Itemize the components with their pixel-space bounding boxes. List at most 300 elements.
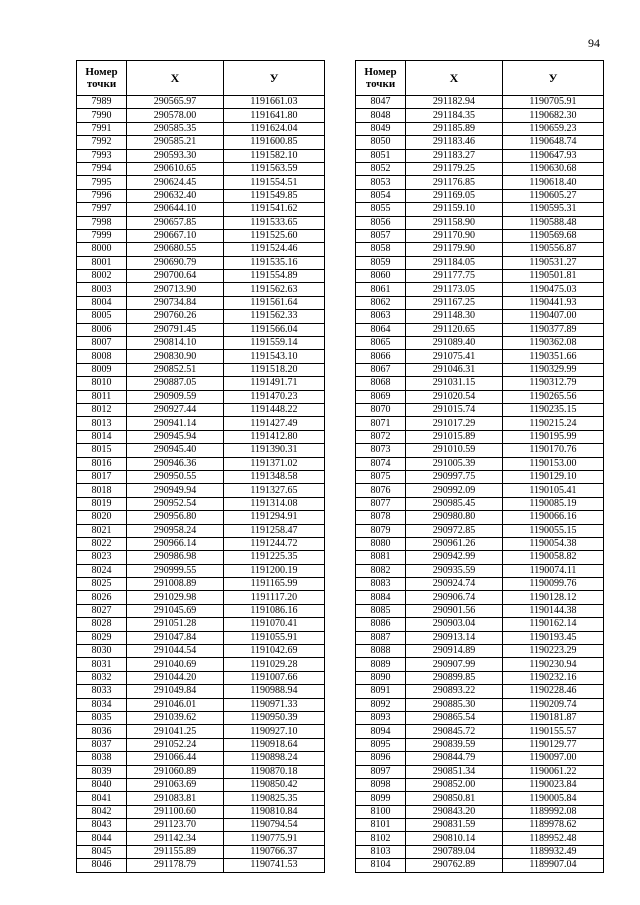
y-coordinate-cell: 1190441.93	[503, 296, 604, 309]
x-coordinate-cell: 291083.81	[127, 792, 224, 805]
x-coordinate-cell: 291183.27	[406, 149, 503, 162]
x-coordinate-cell: 290734.84	[127, 296, 224, 309]
point-number-cell: 8094	[356, 725, 406, 738]
x-coordinate-cell: 291177.75	[406, 270, 503, 283]
x-coordinate-cell: 291185.89	[406, 122, 503, 135]
point-number-cell: 7993	[77, 149, 127, 162]
table-row	[356, 578, 604, 591]
table-row	[77, 698, 325, 711]
y-coordinate-cell: 1191007.66	[224, 671, 325, 684]
y-coordinate-cell: 1189952.48	[503, 832, 604, 845]
y-coordinate-cell: 1191525.60	[224, 229, 325, 242]
point-number-cell: 8096	[356, 752, 406, 765]
point-number-cell: 8080	[356, 537, 406, 550]
table-row	[77, 176, 325, 189]
y-coordinate-cell: 1190898.24	[224, 752, 325, 765]
y-coordinate-cell: 1190705.91	[503, 96, 604, 109]
table-row	[77, 430, 325, 443]
table-row	[77, 109, 325, 122]
point-number-cell: 8019	[77, 497, 127, 510]
table-row	[77, 805, 325, 818]
point-number-cell: 8005	[77, 310, 127, 323]
x-coordinate-cell: 290966.14	[127, 537, 224, 550]
x-coordinate-cell: 291052.24	[127, 738, 224, 751]
y-coordinate-cell: 1190950.39	[224, 711, 325, 724]
point-number-cell: 8089	[356, 658, 406, 671]
table-row	[356, 618, 604, 631]
point-number-cell: 8004	[77, 296, 127, 309]
y-coordinate-cell: 1191559.14	[224, 337, 325, 350]
point-number-cell: 8052	[356, 162, 406, 175]
point-number-cell: 8008	[77, 350, 127, 363]
x-coordinate-cell: 290852.51	[127, 363, 224, 376]
point-number-cell: 8055	[356, 203, 406, 216]
point-number-cell: 8059	[356, 256, 406, 269]
x-coordinate-cell: 291179.90	[406, 243, 503, 256]
point-number-cell: 8077	[356, 497, 406, 510]
x-coordinate-cell: 291159.10	[406, 203, 503, 216]
x-coordinate-cell: 290632.40	[127, 189, 224, 202]
x-coordinate-cell: 291051.28	[127, 618, 224, 631]
x-coordinate-cell: 291044.20	[127, 671, 224, 684]
point-number-cell: 8029	[77, 631, 127, 644]
point-number-cell: 8088	[356, 645, 406, 658]
table-row	[77, 203, 325, 216]
page-number: 94	[588, 36, 600, 50]
x-coordinate-cell: 291170.90	[406, 229, 503, 242]
y-coordinate-cell: 1191371.02	[224, 457, 325, 470]
table-row	[356, 591, 604, 604]
table-row	[356, 859, 604, 872]
table-row	[356, 430, 604, 443]
y-coordinate-cell: 1190569.68	[503, 229, 604, 242]
y-coordinate-cell: 1190501.81	[503, 270, 604, 283]
x-coordinate-cell: 290899.85	[406, 671, 503, 684]
point-number-cell: 7991	[77, 122, 127, 135]
x-coordinate-cell: 290644.10	[127, 203, 224, 216]
x-coordinate-cell: 290762.89	[406, 859, 503, 872]
table-row	[77, 243, 325, 256]
x-coordinate-cell: 291047.84	[127, 631, 224, 644]
x-coordinate-cell: 291017.29	[406, 417, 503, 430]
x-coordinate-cell: 290927.44	[127, 403, 224, 416]
y-coordinate-cell: 1190099.76	[503, 578, 604, 591]
x-coordinate-cell: 290997.75	[406, 470, 503, 483]
table-row	[77, 778, 325, 791]
y-coordinate-cell: 1191661.03	[224, 96, 325, 109]
table-row	[356, 229, 604, 242]
point-number-cell: 8092	[356, 698, 406, 711]
y-coordinate-cell: 1190061.22	[503, 765, 604, 778]
point-number-cell: 8037	[77, 738, 127, 751]
x-coordinate-cell: 291173.05	[406, 283, 503, 296]
point-number-cell: 8091	[356, 685, 406, 698]
table-row	[77, 578, 325, 591]
table-row	[356, 819, 604, 832]
point-number-cell: 8084	[356, 591, 406, 604]
table-row	[356, 631, 604, 644]
point-number-cell: 7990	[77, 109, 127, 122]
x-coordinate-cell: 291089.40	[406, 337, 503, 350]
point-number-cell: 8041	[77, 792, 127, 805]
y-coordinate-cell: 1190377.89	[503, 323, 604, 336]
y-coordinate-cell: 1190162.14	[503, 618, 604, 631]
table-row	[356, 162, 604, 175]
point-number-cell: 7998	[77, 216, 127, 229]
point-number-cell: 8017	[77, 470, 127, 483]
x-coordinate-cell: 290851.34	[406, 765, 503, 778]
y-coordinate-cell: 1190766.37	[224, 845, 325, 858]
point-number-cell: 8069	[356, 390, 406, 403]
y-coordinate-cell: 1191427.49	[224, 417, 325, 430]
point-number-cell: 7999	[77, 229, 127, 242]
coordinates-table-left	[76, 60, 325, 873]
point-number-cell: 8100	[356, 805, 406, 818]
table-row	[77, 725, 325, 738]
point-number-header: Номер точки	[77, 61, 127, 96]
x-coordinate-cell: 291178.79	[127, 859, 224, 872]
x-coordinate-cell: 290958.24	[127, 524, 224, 537]
x-coordinate-cell: 290950.55	[127, 470, 224, 483]
table-row	[77, 403, 325, 416]
y-coordinate-cell: 1190195.99	[503, 430, 604, 443]
y-coordinate-cell: 1190351.66	[503, 350, 604, 363]
point-number-cell: 8016	[77, 457, 127, 470]
x-coordinate-cell: 291049.84	[127, 685, 224, 698]
y-coordinate-cell: 1191086.16	[224, 604, 325, 617]
point-number-cell: 8001	[77, 256, 127, 269]
x-coordinate-cell: 291179.25	[406, 162, 503, 175]
y-coordinate-cell: 1191641.80	[224, 109, 325, 122]
point-number-cell: 8012	[77, 403, 127, 416]
y-coordinate-cell: 1190054.38	[503, 537, 604, 550]
table-row	[356, 136, 604, 149]
point-number-cell: 8061	[356, 283, 406, 296]
x-coordinate-cell: 290956.80	[127, 511, 224, 524]
y-coordinate-cell: 1191258.47	[224, 524, 325, 537]
point-number-cell: 8032	[77, 671, 127, 684]
table-row	[77, 256, 325, 269]
x-coordinate-cell: 291184.35	[406, 109, 503, 122]
point-number-cell: 8081	[356, 551, 406, 564]
x-coordinate-cell: 291015.89	[406, 430, 503, 443]
x-coordinate-cell: 290885.30	[406, 698, 503, 711]
y-coordinate-cell: 1191533.65	[224, 216, 325, 229]
y-coordinate-cell: 1191470.23	[224, 390, 325, 403]
table-row	[356, 270, 604, 283]
point-number-cell: 8068	[356, 377, 406, 390]
table-row	[77, 859, 325, 872]
y-coordinate-cell: 1190230.94	[503, 658, 604, 671]
table-row	[77, 497, 325, 510]
x-coordinate-cell: 290907.99	[406, 658, 503, 671]
y-coordinate-cell: 1191491.71	[224, 377, 325, 390]
y-coordinate-cell: 1191600.85	[224, 136, 325, 149]
table-row	[356, 551, 604, 564]
y-coordinate-cell: 1190215.24	[503, 417, 604, 430]
x-coordinate-cell: 291120.65	[406, 323, 503, 336]
point-number-cell: 8074	[356, 457, 406, 470]
y-coordinate-cell: 1191029.28	[224, 658, 325, 671]
y-coordinate-cell: 1190170.76	[503, 444, 604, 457]
x-coordinate-cell: 290845.72	[406, 725, 503, 738]
point-number-cell: 8066	[356, 350, 406, 363]
point-number-cell: 8000	[77, 243, 127, 256]
table-row	[356, 149, 604, 162]
table-row	[77, 537, 325, 550]
table-row	[356, 403, 604, 416]
point-number-cell: 8051	[356, 149, 406, 162]
x-coordinate-cell: 291184.05	[406, 256, 503, 269]
table-row	[77, 792, 325, 805]
table-row	[77, 524, 325, 537]
point-number-cell: 8021	[77, 524, 127, 537]
y-coordinate-header: У	[503, 61, 604, 96]
x-coordinate-cell: 290578.00	[127, 109, 224, 122]
point-number-cell: 8027	[77, 604, 127, 617]
point-number-cell: 7996	[77, 189, 127, 202]
x-coordinate-cell: 290690.79	[127, 256, 224, 269]
x-coordinate-cell: 291066.44	[127, 752, 224, 765]
table-row	[77, 564, 325, 577]
x-coordinate-cell: 291063.69	[127, 778, 224, 791]
table-row	[77, 591, 325, 604]
point-number-cell: 8003	[77, 283, 127, 296]
table-row	[356, 524, 604, 537]
table-row	[356, 176, 604, 189]
point-number-cell: 8101	[356, 819, 406, 832]
point-number-cell: 7994	[77, 162, 127, 175]
point-number-cell: 8020	[77, 511, 127, 524]
x-coordinate-cell: 291046.01	[127, 698, 224, 711]
x-coordinate-cell: 291158.90	[406, 216, 503, 229]
y-coordinate-cell: 1190144.38	[503, 604, 604, 617]
x-coordinate-header: X	[127, 61, 224, 96]
x-coordinate-cell: 290839.59	[406, 738, 503, 751]
y-coordinate-cell: 1191543.10	[224, 350, 325, 363]
table-row	[77, 216, 325, 229]
table-row	[356, 256, 604, 269]
table-row	[77, 819, 325, 832]
y-coordinate-cell: 1190228.46	[503, 685, 604, 698]
table-row	[77, 470, 325, 483]
x-coordinate-cell: 290992.09	[406, 484, 503, 497]
x-coordinate-cell: 291167.25	[406, 296, 503, 309]
table-row	[356, 752, 604, 765]
y-coordinate-cell: 1190682.30	[503, 109, 604, 122]
x-coordinate-cell: 290789.04	[406, 845, 503, 858]
x-coordinate-cell: 290986.98	[127, 551, 224, 564]
x-coordinate-cell: 290935.59	[406, 564, 503, 577]
x-coordinate-cell: 290680.55	[127, 243, 224, 256]
x-coordinate-cell: 291045.69	[127, 604, 224, 617]
point-number-cell: 8031	[77, 658, 127, 671]
table-row	[356, 738, 604, 751]
point-number-cell: 8039	[77, 765, 127, 778]
y-coordinate-cell: 1191549.85	[224, 189, 325, 202]
x-coordinate-cell: 291005.39	[406, 457, 503, 470]
y-coordinate-cell: 1190988.94	[224, 685, 325, 698]
table-row	[356, 243, 604, 256]
table-row	[77, 551, 325, 564]
x-coordinate-cell: 291010.59	[406, 444, 503, 457]
table-row	[356, 444, 604, 457]
point-number-cell: 8050	[356, 136, 406, 149]
x-coordinate-cell: 290913.14	[406, 631, 503, 644]
table-row	[77, 149, 325, 162]
y-coordinate-cell: 1191554.89	[224, 270, 325, 283]
table-row	[77, 283, 325, 296]
table-row	[356, 484, 604, 497]
table-row	[356, 792, 604, 805]
y-coordinate-cell: 1190810.84	[224, 805, 325, 818]
table-row	[77, 136, 325, 149]
table-row	[77, 189, 325, 202]
x-coordinate-cell: 291183.46	[406, 136, 503, 149]
point-number-cell: 7997	[77, 203, 127, 216]
x-coordinate-cell: 290624.45	[127, 176, 224, 189]
point-number-cell: 8058	[356, 243, 406, 256]
y-coordinate-header: У	[224, 61, 325, 96]
y-coordinate-cell: 1190097.00	[503, 752, 604, 765]
point-number-cell: 7995	[77, 176, 127, 189]
y-coordinate-cell: 1190153.00	[503, 457, 604, 470]
table-row	[77, 377, 325, 390]
table-row	[77, 658, 325, 671]
table-row	[77, 832, 325, 845]
y-coordinate-cell: 1191563.59	[224, 162, 325, 175]
x-coordinate-cell: 290952.54	[127, 497, 224, 510]
table-row	[356, 805, 604, 818]
y-coordinate-cell: 1190918.64	[224, 738, 325, 751]
point-number-cell: 8028	[77, 618, 127, 631]
y-coordinate-cell: 1191117.20	[224, 591, 325, 604]
x-coordinate-cell: 290945.94	[127, 430, 224, 443]
x-coordinate-cell: 290667.10	[127, 229, 224, 242]
x-coordinate-cell: 290945.40	[127, 444, 224, 457]
table-row	[77, 671, 325, 684]
x-coordinate-cell: 290924.74	[406, 578, 503, 591]
y-coordinate-cell: 1189978.62	[503, 819, 604, 832]
x-coordinate-cell: 290760.26	[127, 310, 224, 323]
x-coordinate-cell: 290814.10	[127, 337, 224, 350]
x-coordinate-cell: 290850.81	[406, 792, 503, 805]
y-coordinate-cell: 1190312.79	[503, 377, 604, 390]
point-number-cell: 8085	[356, 604, 406, 617]
table-row	[356, 457, 604, 470]
x-coordinate-cell: 291155.89	[127, 845, 224, 858]
y-coordinate-cell: 1190630.68	[503, 162, 604, 175]
y-coordinate-cell: 1190085.19	[503, 497, 604, 510]
y-coordinate-cell: 1191055.91	[224, 631, 325, 644]
table-row	[77, 631, 325, 644]
y-coordinate-cell: 1190129.77	[503, 738, 604, 751]
x-coordinate-cell: 291020.54	[406, 390, 503, 403]
point-number-cell: 8060	[356, 270, 406, 283]
x-coordinate-cell: 290585.21	[127, 136, 224, 149]
y-coordinate-cell: 1190223.29	[503, 645, 604, 658]
x-coordinate-cell: 290843.20	[406, 805, 503, 818]
table-row	[77, 711, 325, 724]
x-coordinate-cell: 290909.59	[127, 390, 224, 403]
table-row	[77, 270, 325, 283]
y-coordinate-cell: 1190556.87	[503, 243, 604, 256]
x-coordinate-cell: 291041.25	[127, 725, 224, 738]
table-row	[356, 122, 604, 135]
y-coordinate-cell: 1191554.51	[224, 176, 325, 189]
point-number-cell: 8079	[356, 524, 406, 537]
y-coordinate-cell: 1190588.48	[503, 216, 604, 229]
point-number-cell: 8103	[356, 845, 406, 858]
table-row	[356, 109, 604, 122]
y-coordinate-cell: 1190074.11	[503, 564, 604, 577]
x-coordinate-cell: 291015.74	[406, 403, 503, 416]
y-coordinate-cell: 1190927.10	[224, 725, 325, 738]
point-number-cell: 8007	[77, 337, 127, 350]
point-number-cell: 8076	[356, 484, 406, 497]
point-number-cell: 8065	[356, 337, 406, 350]
x-coordinate-cell: 291031.15	[406, 377, 503, 390]
x-coordinate-cell: 290903.04	[406, 618, 503, 631]
y-coordinate-cell: 1190647.93	[503, 149, 604, 162]
x-coordinate-cell: 291100.60	[127, 805, 224, 818]
table-row	[356, 363, 604, 376]
y-coordinate-cell: 1190850.42	[224, 778, 325, 791]
x-coordinate-header: X	[406, 61, 503, 96]
point-number-cell: 8072	[356, 430, 406, 443]
table-row	[356, 337, 604, 350]
y-coordinate-cell: 1190407.00	[503, 310, 604, 323]
point-number-cell: 8014	[77, 430, 127, 443]
y-coordinate-cell: 1190741.53	[224, 859, 325, 872]
y-coordinate-cell: 1191562.33	[224, 310, 325, 323]
y-coordinate-cell: 1190005.84	[503, 792, 604, 805]
point-number-cell: 8093	[356, 711, 406, 724]
point-number-cell: 8013	[77, 417, 127, 430]
x-coordinate-cell: 290901.56	[406, 604, 503, 617]
y-coordinate-cell: 1191200.19	[224, 564, 325, 577]
point-number-cell: 8064	[356, 323, 406, 336]
table-row	[356, 711, 604, 724]
x-coordinate-cell: 291123.70	[127, 819, 224, 832]
y-coordinate-cell: 1189907.04	[503, 859, 604, 872]
x-coordinate-cell: 291176.85	[406, 176, 503, 189]
y-coordinate-cell: 1191244.72	[224, 537, 325, 550]
y-coordinate-cell: 1190181.87	[503, 711, 604, 724]
y-coordinate-cell: 1191562.63	[224, 283, 325, 296]
point-number-cell: 8090	[356, 671, 406, 684]
point-number-cell: 8075	[356, 470, 406, 483]
table-row	[77, 845, 325, 858]
table-row	[356, 511, 604, 524]
table-row	[356, 216, 604, 229]
table-row	[77, 685, 325, 698]
coordinates-table-right	[355, 60, 604, 873]
point-number-cell: 8025	[77, 578, 127, 591]
point-number-cell: 8053	[356, 176, 406, 189]
x-coordinate-cell: 290972.85	[406, 524, 503, 537]
x-coordinate-cell: 290865.54	[406, 711, 503, 724]
y-coordinate-cell: 1191524.46	[224, 243, 325, 256]
x-coordinate-cell: 291008.89	[127, 578, 224, 591]
x-coordinate-cell: 291142.34	[127, 832, 224, 845]
x-coordinate-cell: 290946.36	[127, 457, 224, 470]
table-row	[77, 484, 325, 497]
table-row	[356, 283, 604, 296]
x-coordinate-cell: 290831.59	[406, 819, 503, 832]
table-row	[356, 725, 604, 738]
table-row	[356, 645, 604, 658]
